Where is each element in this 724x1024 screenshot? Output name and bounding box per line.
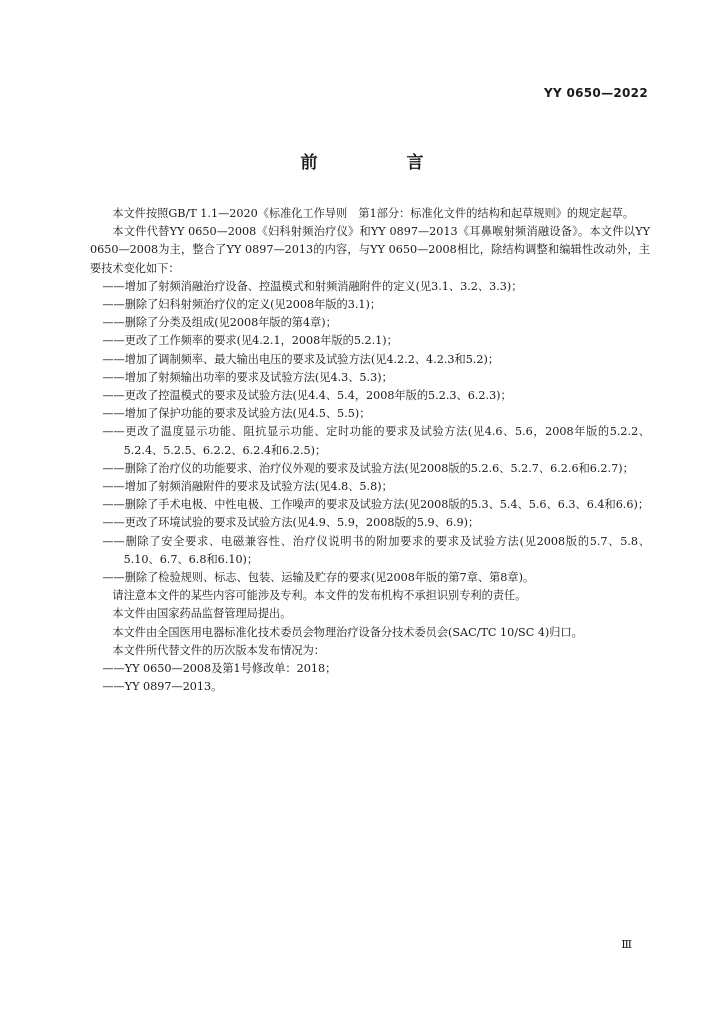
document-body — [90, 205, 650, 696]
change-item: ——删除了检验规则、标志、包装、运输及贮存的要求(见2008年版的第7章、第8章)。 — [102, 571, 535, 585]
change-item: ——增加了保护功能的要求及试验方法(见4.5、5.5)； — [102, 407, 371, 421]
change-item: ——增加了调制频率、最大输出电压的要求及试验方法(见4.2.2、4.2.3和5.2)； — [102, 352, 500, 366]
change-item: ——增加了射频输出功率的要求及试验方法(见4.3、5.3)； — [102, 370, 393, 384]
intro-paragraph-2: 本文件代替YY 0650—2008《妇科射频治疗仪》和YY 0897—2013《耳鼻喉射频消融设备》。本文件以YY 0650—2008为主，整合了YY 0897—2013的内容，与YY 0650—2008相比，除结构调整和编辑性改动外，主要技术变化如下： — [90, 225, 650, 275]
intro-paragraph-1: 本文件按照GB/T 1.1—2020《标准化工作导则 第1部分：标准化文件的结构和起草规则》的规定起草。 — [112, 207, 635, 220]
history-intro: 本文件所代替文件的历次版本发布情况为： — [112, 643, 325, 657]
patent-notice: 请注意本文件的某些内容可能涉及专利。本文件的发布机构不承担识别专利的责任。 — [112, 589, 527, 603]
proposer-statement: 本文件由国家药品监督管理局提出。 — [112, 607, 292, 621]
page-title: 前 言 — [300, 153, 460, 173]
change-item: ——增加了射频消融治疗设备、控温模式和射频消融附件的定义(见3.1、3.2、3.3)； — [102, 279, 523, 293]
change-item: ——增加了射频消融附件的要求及试验方法(见4.8、5.8)； — [102, 480, 393, 494]
change-item: ——更改了温度显示功能、阻抗显示功能、定时功能的要求及试验方法(见4.6、5.6，2008年版的5.2.2、5.2.4、5.2.5、6.2.2、6.2.4和6.2.5)； — [102, 425, 650, 457]
history-item: ——YY 0897—2013。 — [102, 680, 223, 694]
history-item: ——YY 0650—2008及第1号修改单：2018； — [102, 662, 337, 676]
change-item: ——更改了环境试验的要求及试验方法(见4.9、5.9，2008版的5.9、6.9)； — [102, 516, 480, 530]
change-item: ——更改了控温模式的要求及试验方法(见4.4、5.4，2008年版的5.2.3、6.2.3)； — [102, 389, 512, 403]
change-item: ——删除了妇科射频治疗仪的定义(见2008年版的3.1)； — [102, 298, 382, 312]
change-item: ——删除了安全要求、电磁兼容性、治疗仪说明书的附加要求的要求及试验方法(见2008版的5.7、5.8、5.10、6.7、6.8和6.10)； — [102, 534, 650, 566]
change-item: ——删除了手术电极、中性电极、工作噪声的要求及试验方法(见2008版的5.3、5.4、5.6、6.3、6.4和6.6)； — [102, 498, 650, 512]
standard-code: YY 0650—2022 — [544, 86, 648, 100]
change-item: ——更改了工作频率的要求(见4.2.1，2008年版的5.2.1)； — [102, 334, 398, 348]
change-item: ——删除了分类及组成(见2008年版的第4章)； — [102, 316, 337, 330]
change-item: ——删除了治疗仪的功能要求、治疗仪外观的要求及试验方法(见2008版的5.2.6、5.2.7、6.2.6和6.2.7)； — [102, 461, 634, 475]
committee-statement: 本文件由全国医用电器标准化技术委员会物理治疗设备分技术委员会(SAC/TC 10/SC 4)归口。 — [112, 625, 583, 639]
page-number: Ⅲ — [621, 938, 632, 951]
